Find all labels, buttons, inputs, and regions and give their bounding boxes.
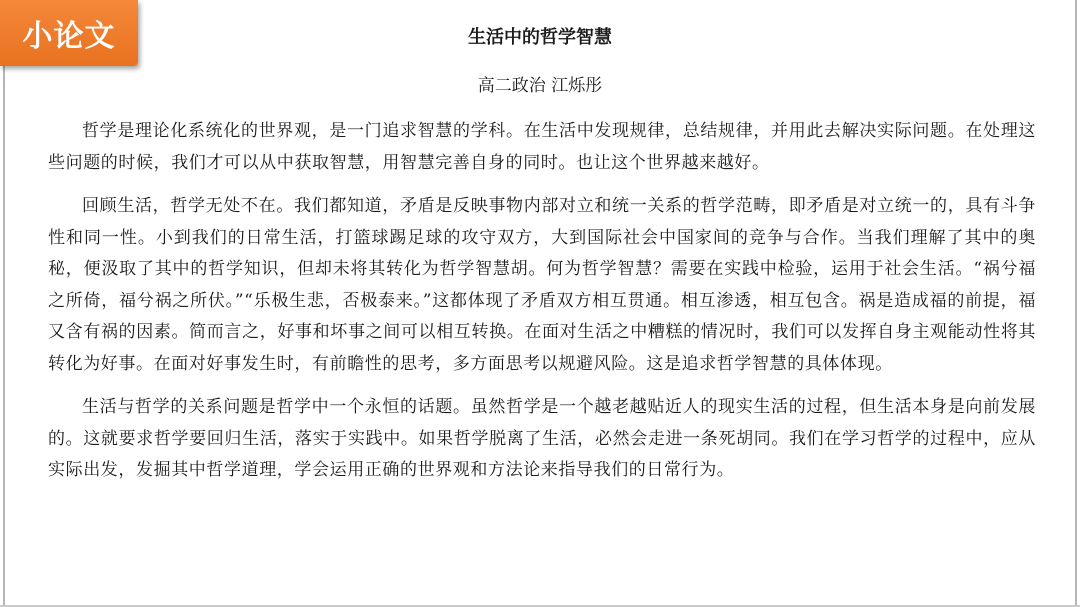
essay-body bbox=[48, 116, 1036, 499]
section-tag-label: 小论文 bbox=[22, 19, 116, 54]
essay-author: 高二政治 江烁彤 bbox=[477, 76, 603, 96]
paragraph-3: 生活与哲学的关系问题是哲学中一个永恒的话题。虽然哲学是一个越老越贴近人的现实生活的过程，但生活本身是向前发展的。这就要求哲学要回归生活，落实于实践中。如果哲学脱离了生活，必然会走进一条死胡同。我们在学习哲学的过程中，应从实际出发，发掘其中哲学道理，学会运用正确的世界观和方法论来指导我们的日常行为。 bbox=[48, 397, 1036, 480]
paragraph-1: 哲学是理论化系统化的世界观，是一门追求智慧的学科。在生活中发现规律，总结规律，并用此去解决实际问题。在处理这些问题的时候，我们才可以从中获取智慧，用智慧完善自身的同时。也让这个世界越来越好。 bbox=[48, 121, 1036, 173]
paragraph-2: 回顾生活，哲学无处不在。我们都知道，矛盾是反映事物内部对立和统一关系的哲学范畴，即矛盾是对立统一的，具有斗争性和同一性。小到我们的日常生活，打篮球踢足球的攻守双方，大到国际社会中国家间的竞争与合作。当我们理解了其中的奥秘，便汲取了其中的哲学知识，但却未将其转化为哲学智慧胡。何为哲学智慧？需要在实践中检验，运用于社会生活。“祸兮福之所倚，福兮祸之所伏。”“乐极生悲，否极泰来。”这都体现了矛盾双方相互贯通。相互渗透，相互包含。祸是造成福的前提，福又含有祸的因素。简而言之，好事和坏事之间可以相互转换。在面对生活之中糟糕的情况时，我们可以发挥自身主观能动性将其转化为好事。在面对好事发生时，有前瞻性的思考，多方面思考以规避风险。这是追求哲学智慧的具体体现。 bbox=[48, 196, 1036, 374]
essay-title: 生活中的哲学智慧 bbox=[468, 27, 612, 48]
